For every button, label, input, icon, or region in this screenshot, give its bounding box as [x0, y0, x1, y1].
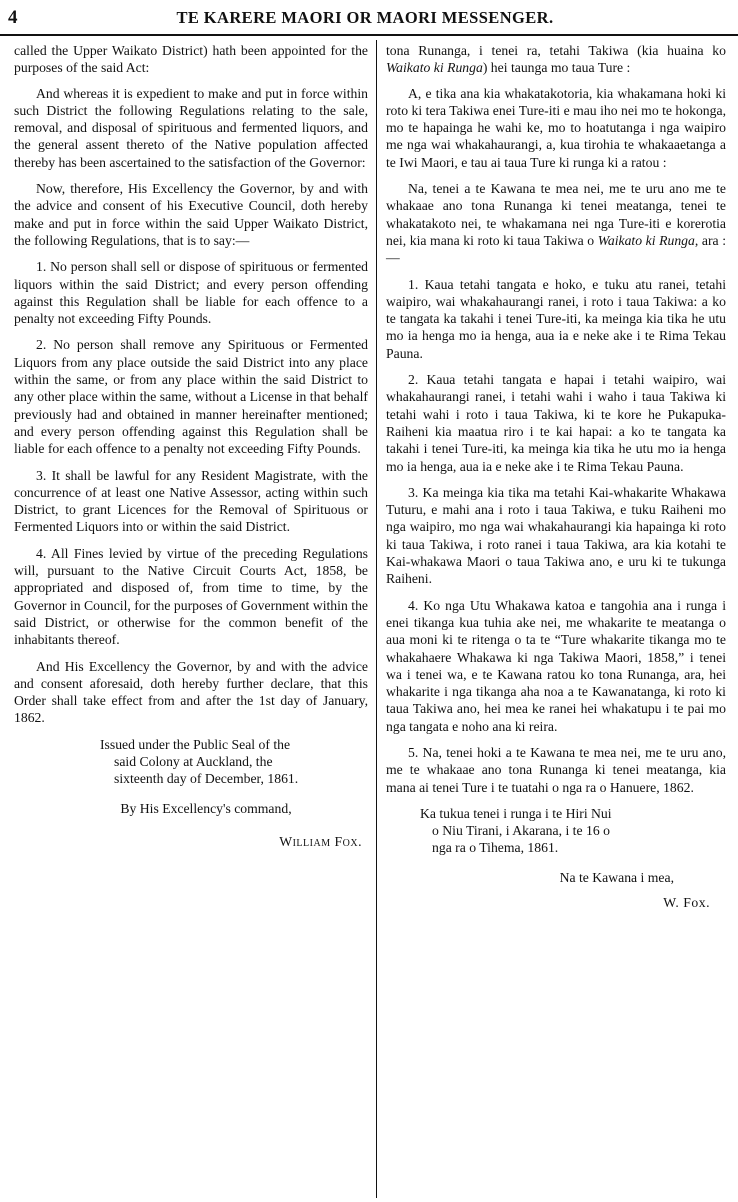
page-number: 4 [8, 7, 18, 28]
maori-a-paragraph: A, e tika ana kia whakatakotoria, kia whakamana hoki ki roto ki tera Takiwa enei Ture-iti e mau iho nei mo te hokonga, mo te hapainga he wahi ke, mo to hoatutanga i nga waipiro me nga wai whakahaurangi, a, kua tirohia te whakaaetanga a te Iwi Maori, e tau ai taua Ture ki runga ki a ratou : [386, 85, 726, 170]
maori-intro-place: Waikato ki Runga [386, 60, 483, 76]
maori-na-text-b: , ara :— [386, 232, 727, 266]
english-command-line: By His Excellency's command, [120, 800, 292, 816]
maori-na-text-a: Na, tenei a te Kawana te mea nei, me te uru ano me te whakaae ano tona Runanga ki tenei meatanga, tenei te whakatakoto nei, te whakamana nei nga Ture-iti e korerotia nei, kia mana ki roto ki taua Takiwa o [386, 181, 726, 248]
maori-intro-continuation [386, 42, 726, 77]
english-intro-continuation: called the Upper Waikato District) hath been appointed for the purposes of the said Act: [14, 43, 368, 76]
page-header [0, 6, 738, 36]
maori-seal-statement [420, 805, 726, 857]
maori-ture-5: 5. Na, tenei hoki a te Kawana te mea nei, me te uru ano, me te whakaae ano tona Runanga ki tenei meatanga, kia mana ai tenei Ture i te tuatahi o nga ra o Hanuere, 1862. [386, 744, 726, 795]
column-divider [376, 40, 377, 1198]
english-regulation-4: 4. All Fines levied by virtue of the preceding Regulations will, pursuant to the Native Circuit Courts Act, 1858, be appropriated and disposed of, from time to time, by the Governor in Council, for the purposes of Government within the said District, or otherwise for the common benefit of the inhabitants thereof. [14, 545, 368, 648]
english-now-therefore-paragraph: Now, therefore, His Excellency the Governor, by and with the advice and consent of his Executive Council, doth hereby make and put in force within the said Upper Waikato District, the following Regulations, that is to say:— [14, 181, 368, 248]
maori-seal-line-1: Ka tukua tenei i runga i te Hiri Nui [420, 805, 612, 821]
maori-intro-text-a: tona Runanga, i tenei ra, tetahi Takiwa (kia huaina ko [386, 43, 726, 58]
maori-ture-1: 1. Kaua tetahi tangata e hoko, e tuku atu ranei, tetahi waipiro, wai whakahaurangi ranei, i roto i taua Takiwa: a ko te tangata ka takahi i tenei Ture-iti, ka meinga kia tika he utu mo ia henga mo ia henga, aua ia e neke ake i te Rima Tekau Pauna. [386, 276, 726, 361]
english-seal-line-1: Issued under the Public Seal of the [100, 736, 291, 752]
maori-command-line: Na te Kawana i mea, [559, 869, 674, 885]
maori-na-paragraph [386, 180, 726, 266]
maori-na-place: Waikato ki Runga [597, 232, 695, 248]
english-signature: William Fox. [279, 833, 362, 849]
maori-seal-line-3: nga ra o Tihema, 1861. [432, 840, 559, 856]
maori-intro-text-b: ) hei taunga mo taua Ture : [482, 60, 631, 76]
english-seal-statement [100, 736, 368, 788]
masthead-title: TE KARERE MAORI OR MAORI MESSENGER. [176, 8, 554, 27]
english-regulation-3: 3. It shall be lawful for any Resident Magistrate, with the concurrence of at least one Native Assessor, acting within such District, to grant Licences for the Removal of Spirituous or Fermented Liquors into or within the said District. [14, 467, 368, 535]
maori-seal-line-2: o Niu Tirani, i Akarana, i te 16 o [432, 823, 610, 839]
english-seal-line-3: sixteenth day of December, 1861. [114, 771, 299, 787]
english-regulation-1: 1. No person shall sell or dispose of spirituous or fermented liquors within the said District; and every person offending against this Regulation shall be liable for each offence to a penalty not exceeding Fifty Pounds. [14, 259, 368, 327]
english-regulation-2: 2. No person shall remove any Spirituous or Fermented Liquors from any place outside the said District into any place within the same, or from any place within the said District to any other place within the same, without a License in that behalf previously had and obtained in manner hereinafter mentioned; and every person offending against this Regulation shall be liable for each offence to a penalty not exceeding Fifty Pounds. [14, 337, 368, 457]
english-seal-line-2: said Colony at Auckland, the [114, 753, 273, 769]
maori-ture-3: 3. Ka meinga kia tika ma tetahi Kai-whakarite Whakawa Tuturu, e mahi ana i roto i taua Takiwa, e tuku Raiheni mo nga waipiro, mo nga wai whakahaurangi kia hapainga ki roto ki taua Takiwa, i roto ranei i taua Takiwa, ara kia kotahi te Kai-whakawa Maori o taua Takiwa ano, e uru ki te tukunga Raiheni. [386, 484, 726, 587]
english-whereas-paragraph: And whereas it is expedient to make and put in force within such District the following Regulations relating to the sale, removal, and disposal of spirituous and fermented liquors, and the general assent thereto of the Native population affected thereby has been ascertained to the satisfaction of the Governor: [14, 85, 368, 170]
maori-column [386, 42, 726, 1197]
maori-ture-2: 2. Kaua tetahi tangata e hapai i tetahi waipiro, wai whakahaurangi ranei, i tetahi wahi i waho i taua Takiwa ki tetahi wahi i roto i taua Takiwa, ki te kore he Pukapuka-Raiheni kia maatua riro i te kai hapai: a ko te tangata ka takahi i tenei Ture-iti, ka meinga kia tika he utu mo ia henga mo ia henga, aua ia e neke ake i te Rima Tekau Pauna. [386, 372, 726, 474]
english-column [14, 42, 368, 1197]
maori-signature: W. Fox. [663, 895, 710, 911]
english-declaration: And His Excellency the Governor, by and with the advice and consent aforesaid, doth hereby further declare, that this Order shall take effect from and after the 1st day of January, 1862. [14, 658, 368, 726]
maori-ture-4: 4. Ko nga Utu Whakawa katoa e tangohia ana i runga i enei tikanga kua tuhia ake nei, me whakarite te meatanga o aua moni ki te ritenga o ta te “Ture whakarite tikanga mo te whakahaere Whakawa ki nga Takiwa Maori, 1858,” i tenei wa i tenei wa, e te Kawana ratou ko tona Runanga, ara, hei whakarite i nga tikanga aha noa a te Kawanatanga, ki roto ki taua Takiwa ano, hei mea ke ranei hei whakatupu i te pai mo nga tangata e noho ana ki reira. [386, 597, 726, 734]
